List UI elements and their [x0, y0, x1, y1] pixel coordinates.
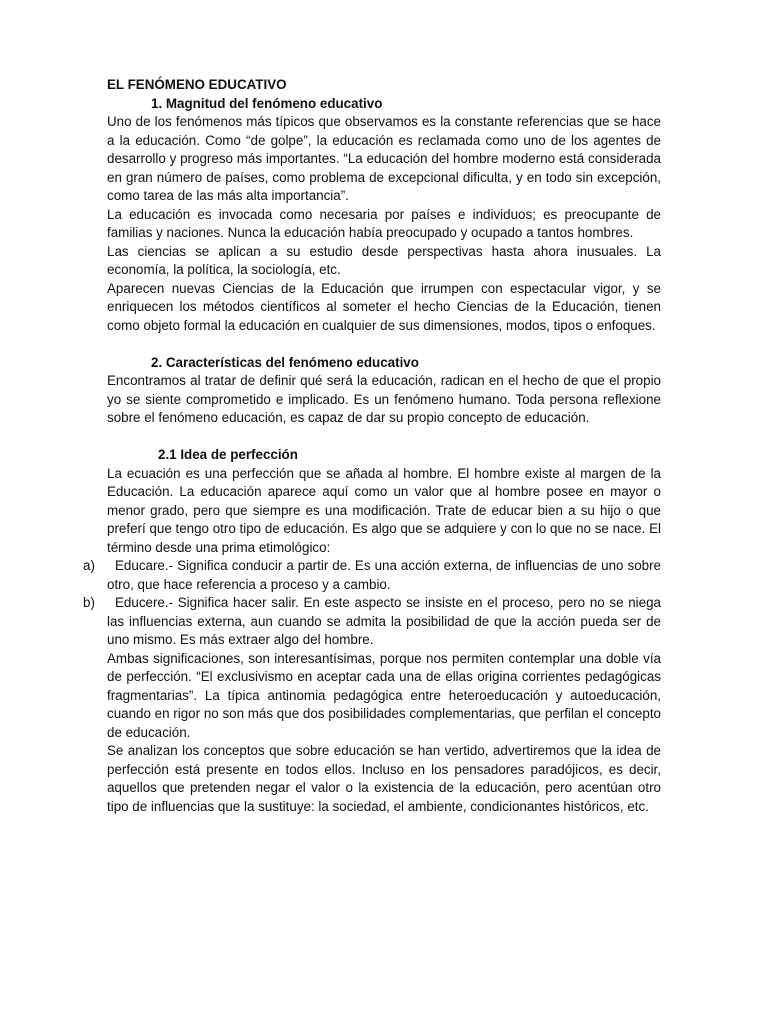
document-title: EL FENÓMENO EDUCATIVO: [107, 77, 287, 92]
list-item-educere: [83, 594, 661, 650]
paragraph: La ecuación es una perfección que se añada al hombre. El hombre existe al margen de la Educación. La educación aparece aquí como un valor que al hombre posee en mayor o menor grado, pero que siempre es una modificación. Trate de educar bien a su hijo o que preferí que tengo otro tipo de educación. Es algo que se adquiere y con lo que no se nace. El término desde una prima etimológico:: [107, 465, 661, 555]
spacer: [107, 428, 661, 447]
paragraph: Uno de los fenómenos más típicos que observamos es la constante referencias que se hace a la educación. Como “de golpe”, la educación es reclamada como uno de los agentes de desarrollo y progreso más importantes. “La educación del hombre moderno está considerada en gran número de países, como problema de excepcional dificulta, y en todo sin excepción, como tarea de las más alta importancia”.: [107, 114, 661, 203]
paragraph: La educación es invocada como necesaria por países e individuos; es preocupante de familias y naciones. Nunca la educación había preocupado y ocupado a tantos hombres.: [107, 206, 661, 240]
list-item-text: Educare.- Significa conducir a partir de. Es una acción externa, de influencias de uno sobre otro, que hace referencia a proceso y a cambio.: [107, 558, 661, 592]
section-heading-idea-perfeccion: 2.1 Idea de perfección: [158, 447, 298, 462]
paragraph: Las ciencias se aplican a su estudio desde perspectivas hasta ahora inusuales. La economía, la política, la sociología, etc.: [107, 243, 661, 277]
spacer: [107, 335, 661, 354]
paragraph: Aparecen nuevas Ciencias de la Educación que irrumpen con espectacular vigor, y se enriquecen los métodos científicos al someter el hecho Ciencias de la Educación, tienen como objeto formal la educación en cualquier de sus dimensiones, modos, tipos o enfoques.: [107, 280, 661, 333]
list-item-educare: [83, 557, 661, 594]
list-marker: a): [83, 558, 95, 573]
section-heading-caracteristicas: 2. Características del fenómeno educativo: [151, 354, 419, 370]
list-marker: b): [83, 595, 95, 610]
paragraph: Se analizan los conceptos que sobre educación se han vertido, advertiremos que la idea de perfección está presente en todos ellos. Incluso en los pensadores paradójicos, es decir, aquellos que pretenden negar el valor o la existencia de la educación, pero acentúan otro tipo de influencias que la sustituye: la sociedad, el ambiente, condicionantes históricos, etc.: [107, 743, 661, 814]
section-heading-magnitud: 1. Magnitud del fenómeno educativo: [151, 95, 383, 111]
document-page: [83, 76, 661, 816]
list-item-text: Educere.- Significa hacer salir. En este aspecto se insiste en el proceso, pero no se niega las influencias externa, aun cuando se admita la posibilidad de que la acción pueda ser de uno mismo. Es más extraer algo del hombre.: [107, 595, 661, 647]
paragraph: Encontramos al tratar de definir qué será la educación, radican en el hecho de que el propio yo se siente comprometido e implicado. Es un fenómeno humano. Toda persona reflexione sobre el fenómeno educación, es capaz de dar su propio concepto de educación.: [107, 373, 661, 425]
paragraph: Ambas significaciones, son interesantísimas, porque nos permiten contemplar una doble vía de perfección. “El exclusivismo en aceptar cada una de ellas origina corrientes pedagógicas fragmentarias”. La típica antinomia pedagógica entre heteroeducación y autoeducación, cuando en rigor no son más que dos posibilidades complementarias, que perfilan el concepto de educación.: [107, 650, 661, 740]
